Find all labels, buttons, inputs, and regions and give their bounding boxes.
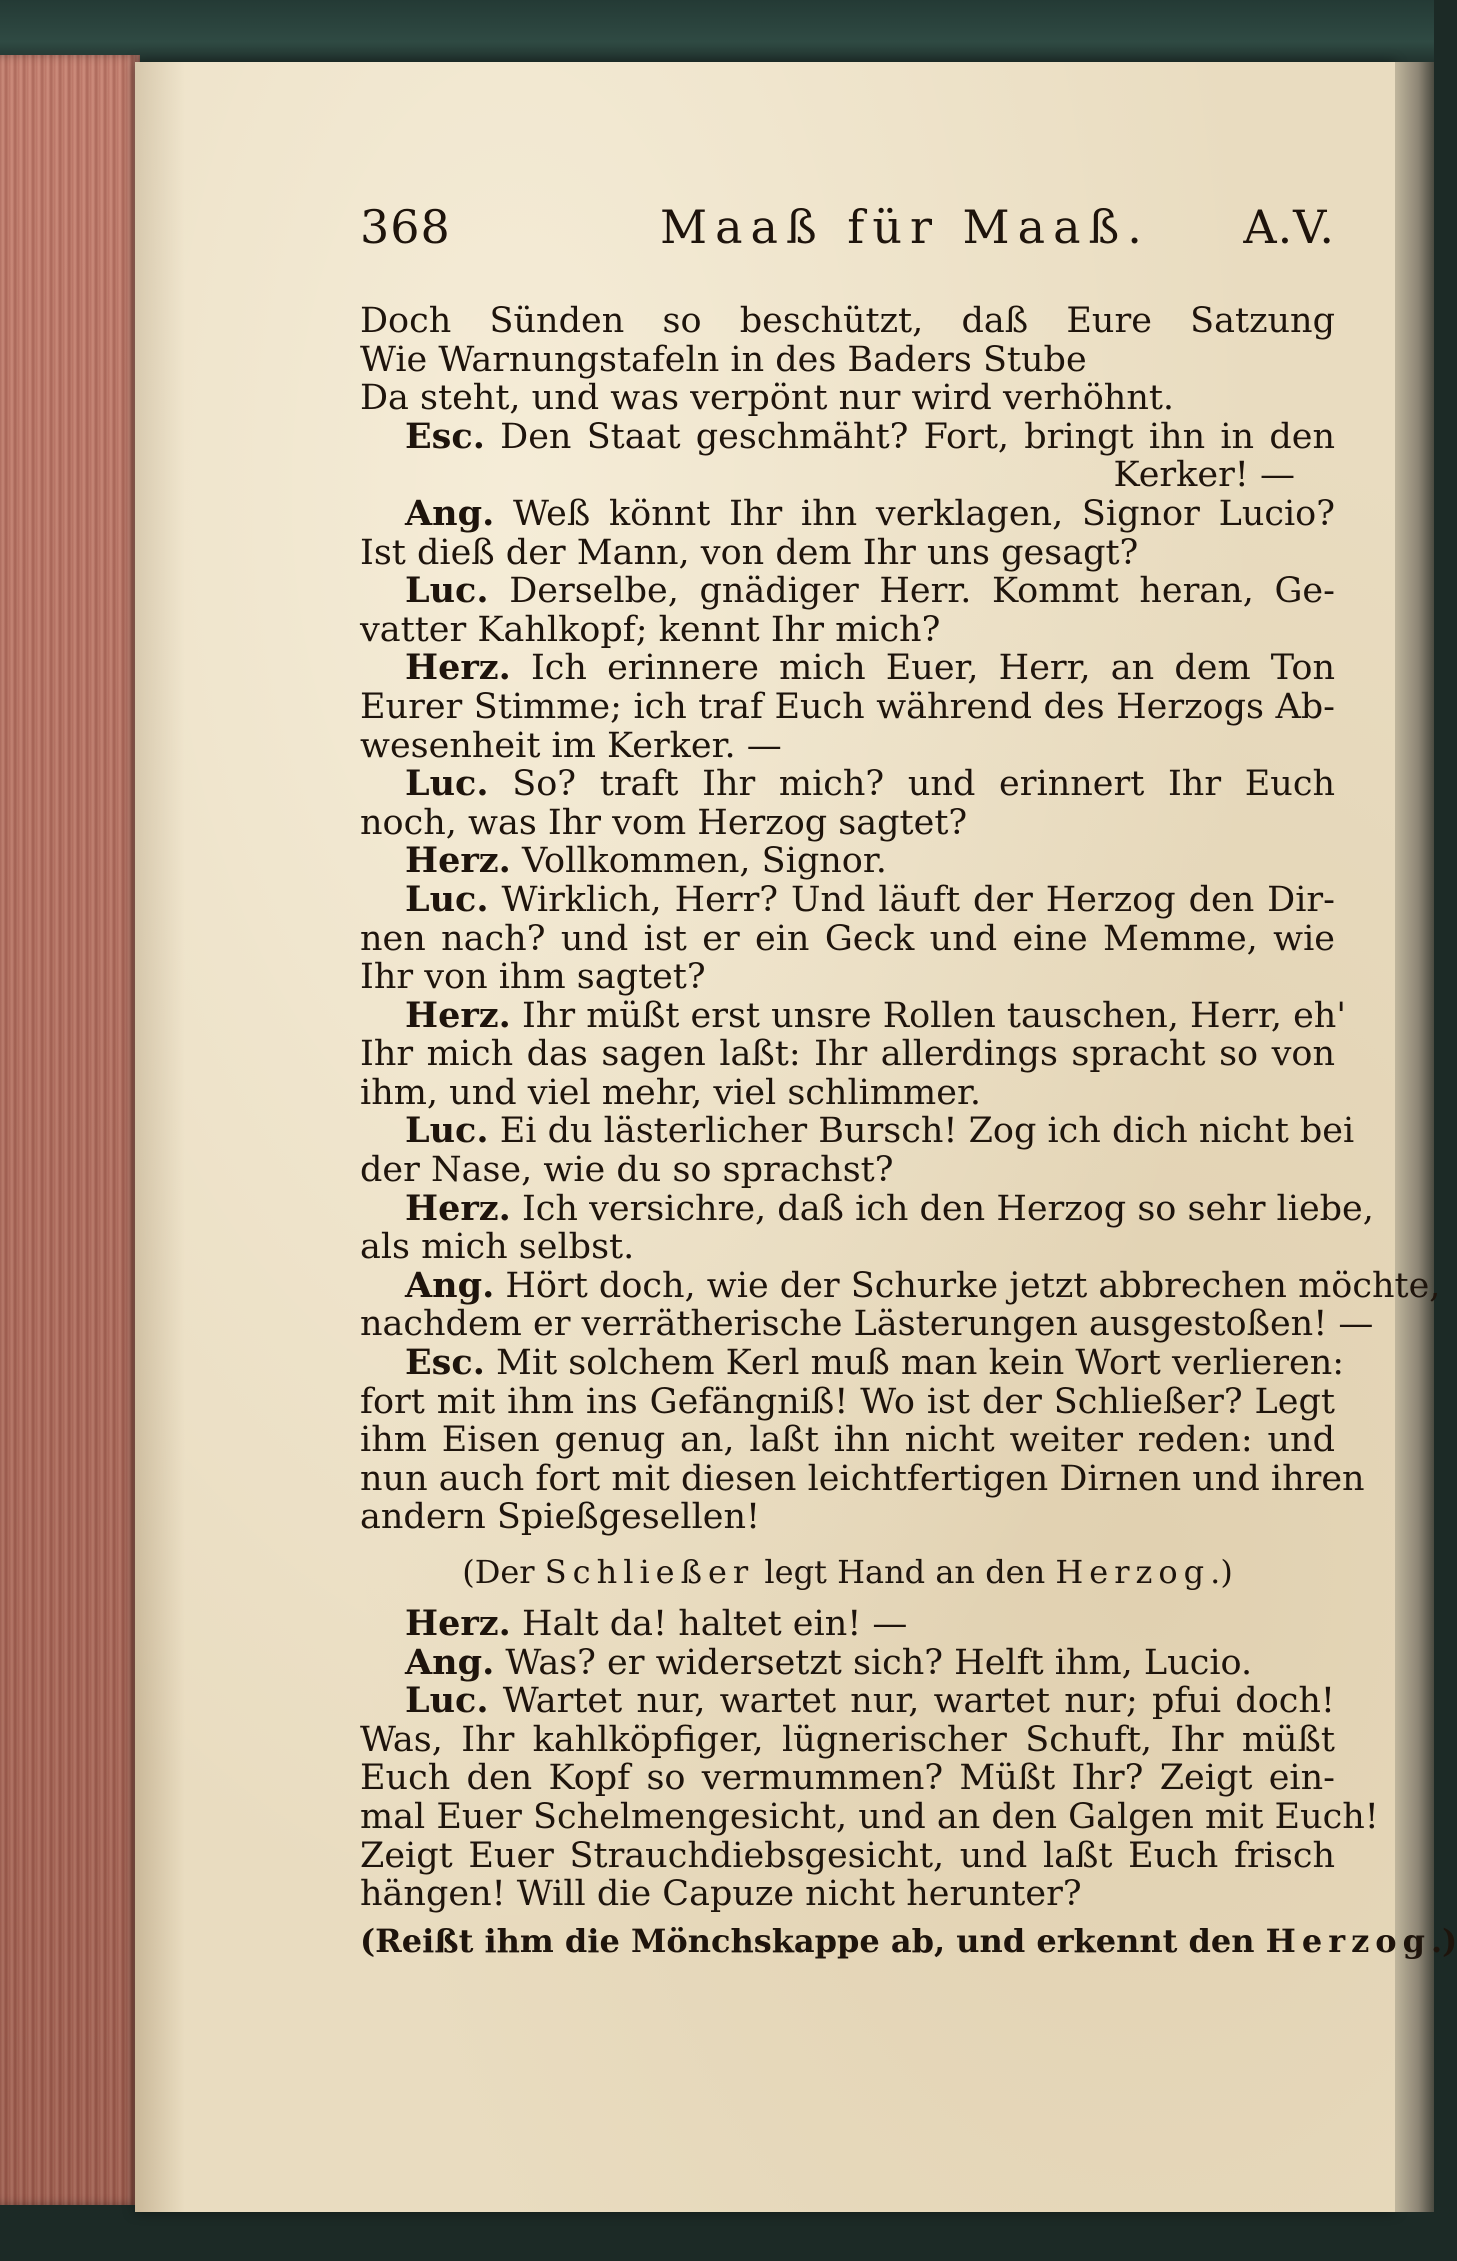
text-line (360, 1304, 1374, 1345)
text-line (360, 1187, 1374, 1229)
line-text: Weß könnt Ihr ihn verklagen, Signor Lucio? (513, 493, 1335, 534)
line-text: Vollkommen, Signor. (521, 841, 887, 882)
line-text: Hört doch, wie der Schurke jetzt abbrechen möchte, (505, 1265, 1441, 1306)
line-text: nachdem er verrätherische Lästerungen ausgestoßen! — (360, 1304, 1374, 1345)
speaker-label: Herz. (405, 994, 511, 1036)
stage-name: Herzog (1265, 1921, 1432, 1960)
line-text: als mich selbst. (360, 1227, 635, 1268)
text-line (360, 1264, 1441, 1306)
text-line (360, 415, 1335, 457)
page-text (360, 301, 1457, 1968)
text-line (360, 1110, 1355, 1152)
line-text: Ihr müßt erst unsre Rollen tauschen, Herr, eh' (521, 995, 1346, 1036)
text-line (360, 1759, 1335, 1798)
line-text: Ich erinnere mich Euer, Herr, an dem Ton (530, 648, 1335, 689)
book-cover-edge (0, 0, 1434, 70)
stage-name: Herzog (1055, 1553, 1211, 1591)
line-text: Wirklich, Herr? Und läuft der Herzog den Dir- (501, 879, 1335, 920)
speaker-label: Luc. (405, 878, 489, 920)
page-number: 368 (360, 200, 451, 254)
line-text: Ihr mich das sagen laßt: Ihr allerdings spracht so von (360, 1034, 1335, 1075)
stage-direction: (Der Schließer legt Hand an den Herzog.) (462, 1553, 1233, 1591)
text-line (360, 649, 1335, 688)
speaker-label: Ang. (405, 492, 495, 534)
line-text: vatter Kahlkopf; kennt Ihr mich? (360, 609, 941, 650)
text-line (360, 688, 1335, 727)
line-text: Eurer Stimme; ich traf Euch während des Herzogs Ab- (360, 686, 1335, 727)
line-text: Kerker! — (1113, 455, 1295, 496)
text-line (360, 492, 1335, 534)
text-line (360, 534, 1335, 573)
line-text: der Nase, wie du so sprachst? (360, 1150, 894, 1191)
text-line (360, 379, 1335, 418)
line-text: wesenheit im Kerker. — (360, 725, 782, 766)
text-line (360, 302, 1335, 341)
text-line (360, 1458, 1365, 1499)
text-line (360, 804, 1335, 843)
act-marker: A.V. (1243, 200, 1335, 254)
line-text: Derselbe, gnädiger Herr. Kommt heran, Ge- (509, 571, 1335, 612)
text-line (360, 727, 1335, 766)
speaker-label: Luc. (405, 1110, 489, 1152)
line-text: mal Euer Schelmengesicht, und an den Galgen mit Euch! (360, 1796, 1379, 1837)
speaker-label: Luc. (405, 570, 489, 612)
speaker-label: Herz. (405, 1187, 511, 1229)
line-text: Da steht, und was verpönt nur wird verhöhnt. (360, 378, 1175, 419)
speaker-label: Esc. (405, 1342, 485, 1384)
speaker-label: Ang. (405, 1641, 495, 1683)
text-line (360, 958, 1335, 997)
dialogue-block-2 (360, 1603, 1379, 1915)
text-line (360, 994, 1346, 1036)
line-text: Wie Warnungstafeln in des Baders Stube (360, 339, 1087, 380)
line-text: Ist dieß der Mann, von dem Ihr uns gesagt? (360, 532, 1139, 573)
line-text: Den Staat geschmäht? Fort, bringt ihn in den (500, 416, 1335, 457)
line-text: Halt da! haltet ein! — (521, 1604, 908, 1644)
stage-name: Schließer (544, 1553, 755, 1591)
line-text: ihm Eisen genug an, laßt ihn nicht weiter reden: und (360, 1420, 1335, 1461)
speaker-label: Esc. (405, 415, 485, 457)
text-line (360, 1074, 1335, 1113)
speaker-label: Luc. (405, 1680, 489, 1722)
line-text: Doch Sünden so beschützt, daß Eure Satzung (360, 301, 1335, 341)
text-line (360, 1151, 1335, 1190)
text-line (360, 456, 1335, 495)
line-text: andern Spießgesellen! (360, 1497, 761, 1538)
text-line (360, 1837, 1335, 1876)
text-line (360, 1421, 1335, 1460)
line-text: noch, was Ihr vom Herzog sagtet? (360, 802, 968, 843)
line-text: Ei du lästerlicher Bursch! Zog ich dich nicht bei (499, 1111, 1355, 1152)
text-line (360, 1875, 1335, 1914)
text-line (360, 572, 1335, 611)
line-text: Was, Ihr kahlköpfiger, lügnerischer Schuft, Ihr müßt (360, 1719, 1335, 1760)
line-text: hängen! Will die Capuze nicht herunter? (360, 1874, 1082, 1915)
text-line (360, 341, 1335, 380)
speaker-label: Herz. (405, 1603, 511, 1644)
speaker-label: Ang. (405, 1264, 495, 1306)
text-line (360, 1498, 1335, 1537)
text-line (360, 878, 1335, 920)
line-text: Zeigt Euer Strauchdiebsgesicht, und laßt Euch frisch (360, 1835, 1335, 1876)
line-text: ihm, und viel mehr, viel schlimmer. (360, 1072, 981, 1113)
speaker-label: Herz. (405, 647, 511, 689)
text-line (360, 1228, 1335, 1267)
speaker-label: Luc. (405, 763, 489, 805)
text-line (360, 1035, 1335, 1074)
line-text: Ihr von ihm sagtet? (360, 957, 706, 998)
running-header (360, 200, 1335, 270)
text-line (360, 842, 1335, 881)
text-line (360, 1641, 1335, 1683)
stage-direction: (Reißt ihm die Mönchskappe ab, und erkennt den Herzog.) (360, 1921, 1457, 1960)
speaker-label: Herz. (405, 840, 511, 882)
line-text: So? traft Ihr mich? und erinnert Ihr Euch (512, 764, 1335, 805)
line-text: nun auch fort mit diesen leichtfertigen Dirnen und ihren (360, 1458, 1365, 1499)
line-text: Euch den Kopf so vermummen? Müßt Ihr? Zeigt ein- (360, 1758, 1335, 1799)
text-line (360, 920, 1335, 959)
text-line (360, 1605, 1335, 1644)
text-line (360, 1342, 1345, 1384)
text-line (360, 1682, 1335, 1721)
line-text: Ich versichre, daß ich den Herzog so sehr liebe, (521, 1188, 1374, 1229)
right-page-edge (1395, 62, 1434, 2212)
line-text: Mit solchem Kerl muß man kein Wort verlieren: (496, 1343, 1345, 1384)
line-text: fort mit ihm ins Gefängniß! Wo ist der Schließer? Legt (360, 1381, 1335, 1422)
text-line (360, 1721, 1335, 1760)
page-stack-edge (0, 55, 140, 2205)
line-text: nen nach? und ist er ein Geck und eine Memme, wie (360, 918, 1335, 959)
text-line (360, 611, 1335, 650)
line-text: Was? er widersetzt sich? Helft ihm, Lucio. (505, 1642, 1253, 1683)
dialogue-block-1 (360, 301, 1441, 1538)
line-text: Wartet nur, wartet nur, wartet nur; pfui doch! (502, 1681, 1335, 1722)
text-line (360, 765, 1335, 804)
running-title: Maaß für Maaß. (660, 200, 1150, 254)
text-line (360, 1796, 1379, 1837)
text-line (360, 1383, 1335, 1422)
